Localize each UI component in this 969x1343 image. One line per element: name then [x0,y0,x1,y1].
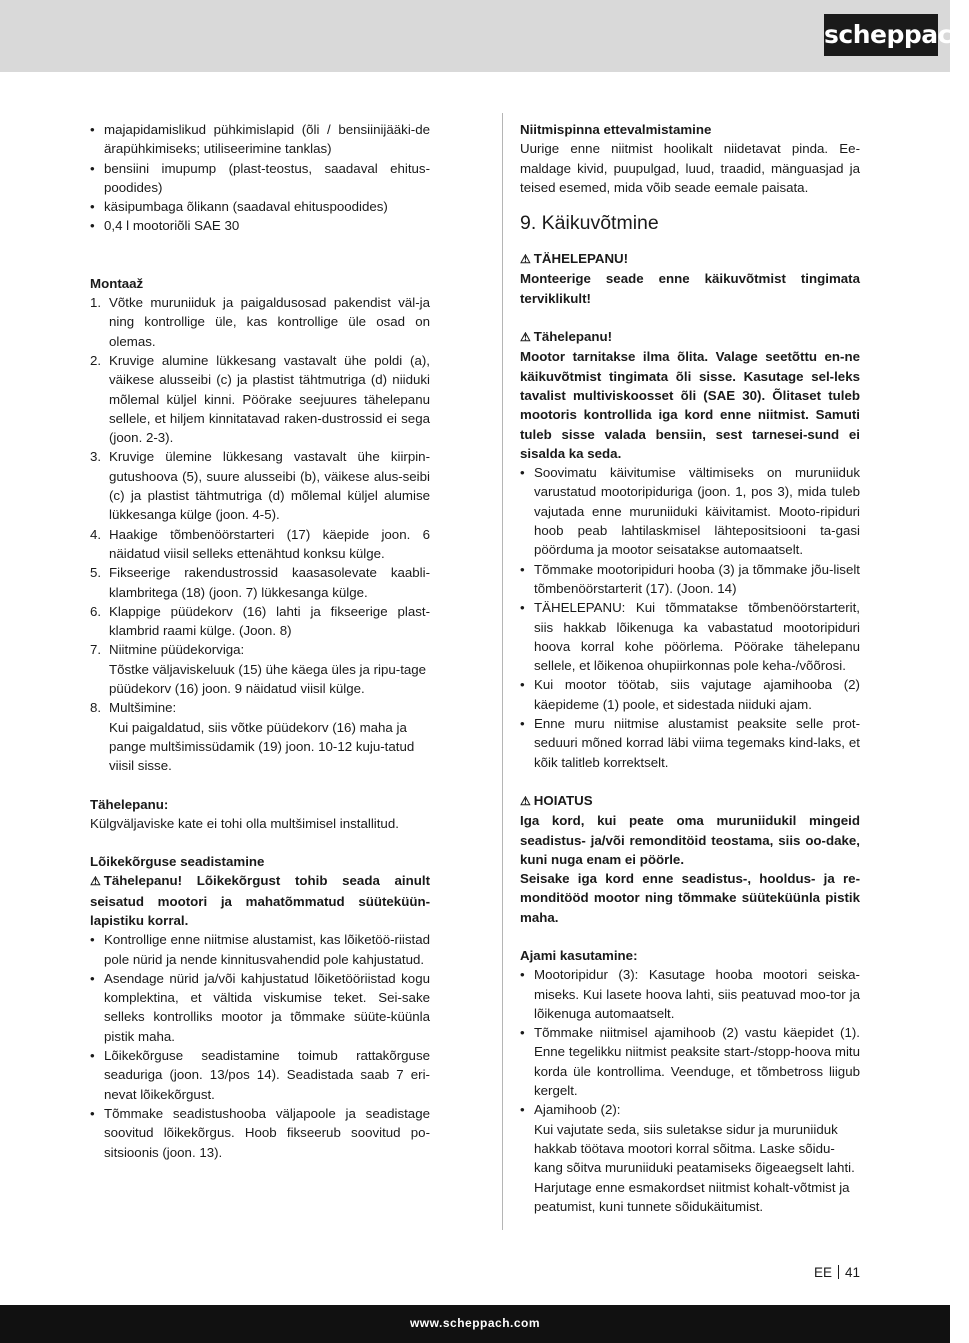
list-item: • Lõikekõrguse seadistamine toimub rattakõrguse seaduriga (joon. 13/pos 14). Seadistada saab 7 eri-nevat lõikekõrgust. [90,1048,430,1102]
tahelepanu-text: Külgväljaviske kate ei tohi olla multšimisel installitud. [90,815,399,831]
loikekorgus-warning: Tähelepanu! Lõikekõrgust tohib seada ainult seisatud mootori ja mahatõmmatud süüteküün-lapistiku korral. [90,873,430,928]
page-number: EE 41 [814,1265,861,1280]
warning-text: Monteerige seade enne käikuvõtmist tingimata terviklikult! [520,271,860,306]
intro-list [90,120,430,236]
warning-icon: ⚠ [520,793,531,808]
list-item: • majapidamislikud pühkimislapid (õli / bensiinijääki-de ärapühkimiseks; utiliseerimine tanklas) [90,122,430,157]
left-column [90,120,430,1162]
footer-bar [0,1305,950,1343]
loikekorgus-heading: Lõikekõrguse seadistamine [90,854,265,870]
niitmispinna-heading: Niitmispinna ettevalmistamine [520,122,712,137]
hoiatus-text: Iga kord, kui peate oma muruniidukil mingeid seadistus- ja/või remonditöid teostama, siis oo-dake, kuni nuga enam ei pöörle. [520,813,860,867]
list-item: 1. Võtke muruniiduk ja paigaldusosad pakendist väl-ja ning kontrollige üle, kas kontrollige üle osad on olemas. [90,295,430,349]
list-item: 3. Kruvige ülemine lükkesang vastavalt ühe kiirpin-gutushoova (5), suure alusseibi (b), väikese alus-seibi (c) ja plastist tähtmutriga (d) mõlemal küljel alumise lükkesanga külge (joon. 4-5). [90,449,430,523]
list-item: • käsipumbaga õlikann (saadaval ehituspoodides) [90,199,388,215]
tahelepanu-heading: Tähelepanu: [90,796,169,812]
warning-title: Tähelepanu! [533,329,613,345]
list-item: • Mootoripidur (3): Kasutage hooba mootori seiska-miseks. Kui lasete hoova lahti, siis peatuvad moo-tor ja lõikenuga automaatselt. [520,967,860,1021]
hoiatus-text: Seisake iga kord enne seadistus-, hooldus- ja re-monditööd mootor ning tõmmake süüteküünla pistik maha. [520,871,860,925]
list-item: • Enne muru niitmise alustamist peaksite selle prot-seduuri mõned korrad läbi viima tegemaks kind-laks, et kõik talitleb korrektselt. [520,716,860,770]
list-item: • Soovimatu käivitumise vältimiseks on muruniiduk varustatud mootoripiduriga (joon. 1, pos 3), mida tuleb vajutada enne muruniiduki käivitamist. Mooto-ripiduri hoob peab lahtilaskmisel lähtepositsiooni ta-gasi pöörduma ja mootor seisatakse automaatselt. [520,465,860,558]
warning-icon: ⚠ [520,330,531,345]
ajami-heading: Ajami kasutamine: [520,947,638,963]
footer-url[interactable]: www.scheppach.com [409,1316,541,1330]
list-item: • Asendage nürid ja/või kahjustatud lõiketööriistad kogu komplektina, et vältida viskumise teket. Sei-sake selleks kontrolliks mootor ja tõmmake süüte-küünla pistik maha. [90,970,430,1044]
loikekorgus-list [90,930,430,1162]
list-item: 7. Niitmine püüdekorviga: Tõstke väljaviskeluuk (15) ühe käega üles ja ripu-tage püüdekorv (16) joon. 9 näidatud viisil külge. [90,642,427,697]
list-item: • 0,4 l mootoriõli SAE 30 [90,218,240,234]
list-item: • Tõmmake mootoripiduri hooba (3) ja tõmmake jõu-liselt tõmbenöörstarterit (17). (Joon. 14) [520,561,860,596]
warning-icon: ⚠ [520,252,531,267]
list-item: 6. Klappige püüdekorv (16) lahti ja fikseerige plast-klambrid raami külge. (Joon. 8) [90,603,430,639]
niitmispinna-text: Uurige enne niitmist hoolikalt niidetavat pinda. Ee-maldage kivid, puupulgad, luud, traadid, mänguasjad ja teised esemed, mida võib seade eemale paisata. [520,141,860,195]
brand-logo: scheppach [824,14,938,56]
warning-icon: ⚠ [90,874,101,889]
list-item: • bensiini imupump (plast-teostus, saadaval ehitus-poodides) [90,160,430,195]
kaikuvotmine-list [520,463,860,772]
list-item: 4. Haakige tõmbenöörstarteri (17) käepide joon. 6 näidatud viisil selleks ettenähtud konksu külge. [90,526,430,561]
section-heading: 9. Käikuvõtmine [520,212,659,235]
list-item: • Kui mootor töötab, siis vajutage ajamihooba (2) käepideme (1) poole, et sidestada niiduki ajam. [520,677,860,712]
warning-title: TÄHELEPANU! [533,251,629,267]
hoiatus-title: HOIATUS [533,792,593,808]
list-item: 2. Kruvige alumine lükkesang vastavalt ühe poldi (a), väikese alusseibi (c) ja plastist tähtmutriga (d) niiduki mõlemal küljel kinni. Pöörake seejuures tähelepanu sellele, et hiljem kinnitatavad raken-dustrossid ei sega (joon. 2-3). [90,352,430,446]
list-item: • Kontrollige enne niitmise alustamist, kas lõiketöö-riistad pole nürid ja nende kinnitusvahendid pole kahjustatud. [90,932,430,967]
list-item: 5. Fikseerige rakendustrossid kaasasolevate kaabli-klambritega (18) (joon. 7) lükkesanga külge. [90,565,430,600]
ajami-list [520,965,860,1216]
montaaz-heading: Montaaž [90,275,144,291]
list-item: • Ajamihoob (2): Kui vajutate seda, siis suletakse sidur ja muruniiduk hakkab töötava mootori korral sõitma. Laske sõidu-kang sõitva muruniiduki peatamiseks õigeaegselt lahti. Harjutage enne esmakordset niitmist kohalt-võtmist ja peatumist, kuni tunnete sõidukäitumist. [520,1102,855,1214]
list-item: • Tõmmake niitmisel ajamihoob (2) vastu käepidet (1). Enne tegelikku niitmist peaksite start-/stopp-hoova mitu korda üle kontrollima. Veenduge, et tõmbetross liigub kergelt. [520,1025,860,1099]
list-item: 8. Multšimine: Kui paigaldatud, siis võtke püüdekorv (16) maha ja pange multšimissüdamik (19) joon. 10-12 kuju-tatud viisil sisse. [90,700,415,774]
warning-text: Mootor tarnitakse ilma õlita. Valage seetõttu en-ne käikuvõtmist tingimata õli sisse. Kasutage sel-leks tavalist multiviskoosset õli (SAE 30). Õlitaset tuleb mootoris kontrollida iga kord enne niitmist. Samuti tuleb sisse valada bensiin, sest tarnesei-sund ei sisalda ka seda. [520,349,860,461]
header-bar [0,0,969,72]
list-item: • Tõmmake seadistushooba väljapoole ja seadistage soovitud lõikekõrgus. Hoob fikseerub soovitud po-sitsioonis (joon. 13). [90,1105,430,1160]
montaaz-list [90,293,430,775]
right-column [520,120,860,1216]
column-divider [502,113,503,1230]
list-item: • TÄHELEPANU: Kui tõmmatakse tõmbenöörstarterit, siis hakkab lõikenuga ka vabastatud mootoripiduri hoova korral kohe pöörlema. Pöörake tähelepanu sellele, et lõikenoa ohupiirkonnas pole keha-/võõrosi. [520,600,860,674]
